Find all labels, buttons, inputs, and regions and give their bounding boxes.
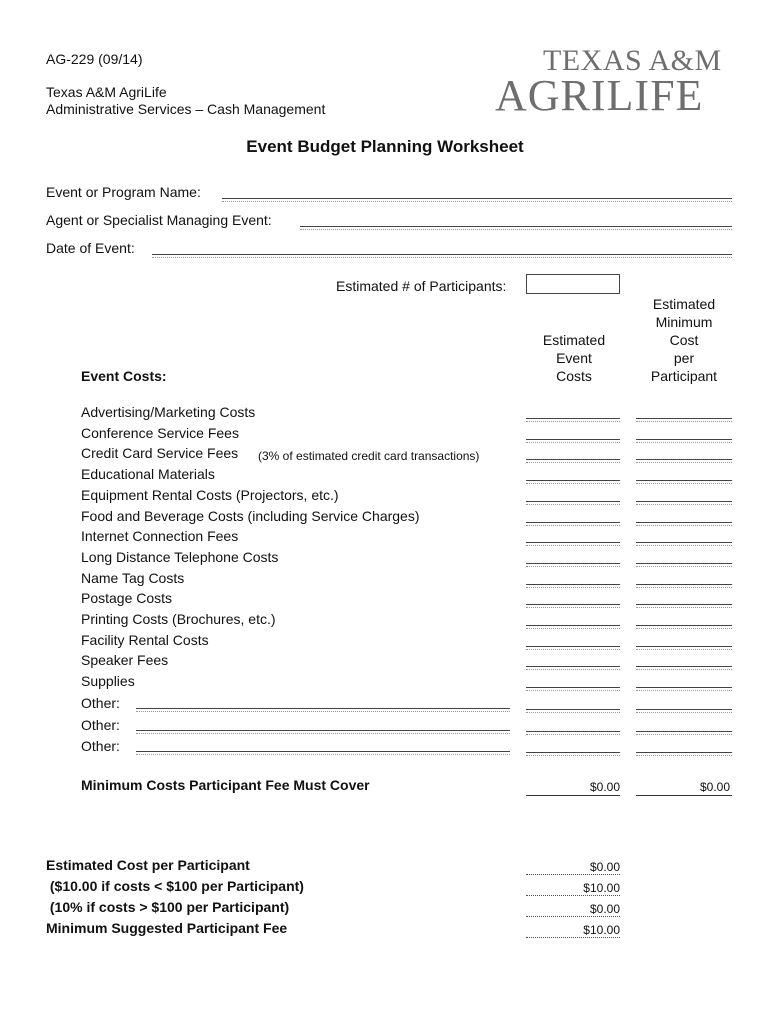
col2-line: per: [673, 350, 695, 366]
cost-item-label: Food and Beverage Costs (including Service Charges): [81, 508, 420, 524]
col2-line: Estimated: [652, 296, 716, 312]
org-department: Administrative Services – Cash Management: [46, 101, 326, 117]
summary-line: [526, 937, 620, 938]
logo-top-text: TEXAS A&M: [543, 44, 722, 77]
event-cost-field[interactable]: [526, 646, 620, 647]
summary-line: [526, 895, 620, 896]
per-participant-cost-field[interactable]: [636, 709, 732, 710]
per-participant-cost-field[interactable]: [636, 625, 732, 626]
event-cost-field[interactable]: [526, 625, 620, 626]
event-cost-field[interactable]: [526, 731, 620, 732]
summary-line: [526, 874, 620, 875]
cost-item-label: Postage Costs: [81, 590, 173, 606]
other-description-field[interactable]: [136, 730, 510, 731]
cost-item-label: Supplies: [81, 673, 135, 689]
cost-item-label: Educational Materials: [81, 466, 215, 482]
summary-value: $0.00: [589, 902, 620, 916]
cost-item-label: Facility Rental Costs: [81, 632, 209, 648]
cost-item-label: Other:: [81, 738, 120, 754]
form-code: AG-229 (09/14): [46, 51, 143, 67]
participants-label: Estimated # of Participants:: [336, 278, 507, 294]
cost-item-label: Conference Service Fees: [81, 425, 239, 441]
summary-label: (10% if costs > $100 per Participant): [46, 899, 290, 915]
event-cost-field[interactable]: [526, 439, 620, 440]
col1-line: Costs: [556, 368, 592, 384]
col2-line: Minimum: [655, 314, 713, 330]
cost-item-label: Advertising/Marketing Costs: [81, 404, 256, 420]
event-cost-field[interactable]: [526, 666, 620, 667]
page-title: Event Budget Planning Worksheet: [246, 137, 524, 156]
summary-line: [526, 916, 620, 917]
event-cost-field[interactable]: [526, 542, 620, 543]
event-name-field[interactable]: [222, 198, 732, 199]
col2-line: Participant: [650, 368, 718, 384]
cost-item-label: Long Distance Telephone Costs: [81, 549, 279, 565]
date-field[interactable]: [152, 254, 732, 255]
summary-label: ($10.00 if costs < $100 per Participant): [46, 878, 304, 894]
minimum-col2-value: $0.00: [699, 780, 730, 794]
estimated-event-costs-header: [524, 331, 624, 385]
per-participant-cost-field[interactable]: [636, 731, 732, 732]
org-name: Texas A&M AgriLife: [46, 84, 167, 100]
event-cost-field[interactable]: [526, 584, 620, 585]
date-label: Date of Event:: [46, 240, 135, 256]
event-costs-header: Event Costs:: [81, 368, 167, 384]
col2-line: Cost: [669, 332, 699, 348]
per-participant-cost-field[interactable]: [636, 480, 732, 481]
per-participant-cost-field[interactable]: [636, 584, 732, 585]
per-participant-cost-field[interactable]: [636, 542, 732, 543]
per-participant-cost-field[interactable]: [636, 752, 732, 753]
event-name-label: Event or Program Name:: [46, 184, 201, 200]
other-description-field[interactable]: [136, 751, 510, 752]
other-description-field[interactable]: [136, 708, 510, 709]
per-participant-cost-field[interactable]: [636, 604, 732, 605]
event-cost-field[interactable]: [526, 687, 620, 688]
agent-field[interactable]: [300, 226, 732, 227]
cost-item-label: Other:: [81, 695, 120, 711]
event-cost-field[interactable]: [526, 563, 620, 564]
per-participant-cost-field[interactable]: [636, 418, 732, 419]
event-cost-field[interactable]: [526, 480, 620, 481]
minimum-col1-value: $0.00: [589, 780, 620, 794]
minimum-costs-label: Minimum Costs Participant Fee Must Cover: [81, 777, 370, 793]
event-cost-field[interactable]: [526, 604, 620, 605]
agrilife-logo: [495, 40, 735, 120]
cost-item-label: Credit Card Service Fees: [81, 445, 239, 461]
col1-line: Estimated: [542, 332, 606, 348]
event-cost-field[interactable]: [526, 459, 620, 460]
per-participant-cost-field[interactable]: [636, 439, 732, 440]
participants-input[interactable]: [526, 274, 620, 294]
per-participant-cost-field[interactable]: [636, 459, 732, 460]
event-cost-field[interactable]: [526, 752, 620, 753]
cost-item-label: Other:: [81, 717, 120, 733]
event-cost-field[interactable]: [526, 501, 620, 502]
col1-line: Event: [556, 350, 592, 366]
estimated-min-cost-header: [634, 295, 734, 385]
minimum-col2-line: [636, 795, 732, 796]
cost-item-label: Internet Connection Fees: [81, 528, 239, 544]
summary-label: Estimated Cost per Participant: [46, 857, 250, 873]
per-participant-cost-field[interactable]: [636, 563, 732, 564]
cost-item-label: Equipment Rental Costs (Projectors, etc.): [81, 487, 339, 503]
minimum-col1-line: [526, 795, 620, 796]
per-participant-cost-field[interactable]: [636, 646, 732, 647]
event-cost-field[interactable]: [526, 522, 620, 523]
cost-item-label: Printing Costs (Brochures, etc.): [81, 611, 276, 627]
per-participant-cost-field[interactable]: [636, 687, 732, 688]
per-participant-cost-field[interactable]: [636, 522, 732, 523]
summary-label: Minimum Suggested Participant Fee: [46, 920, 288, 936]
cost-item-label: Name Tag Costs: [81, 570, 185, 586]
per-participant-cost-field[interactable]: [636, 501, 732, 502]
per-participant-cost-field[interactable]: [636, 666, 732, 667]
event-cost-field[interactable]: [526, 418, 620, 419]
cost-item-note: (3% of estimated credit card transactions): [258, 449, 480, 463]
event-cost-field[interactable]: [526, 709, 620, 710]
summary-value: $0.00: [589, 860, 620, 874]
logo-bottom-text: AGRILIFE: [495, 71, 704, 120]
cost-item-label: Speaker Fees: [81, 652, 169, 668]
cost-item-note-wrap: [254, 447, 479, 465]
summary-value: $10.00: [583, 881, 620, 895]
agent-label: Agent or Specialist Managing Event:: [46, 212, 272, 228]
summary-value: $10.00: [583, 923, 620, 937]
